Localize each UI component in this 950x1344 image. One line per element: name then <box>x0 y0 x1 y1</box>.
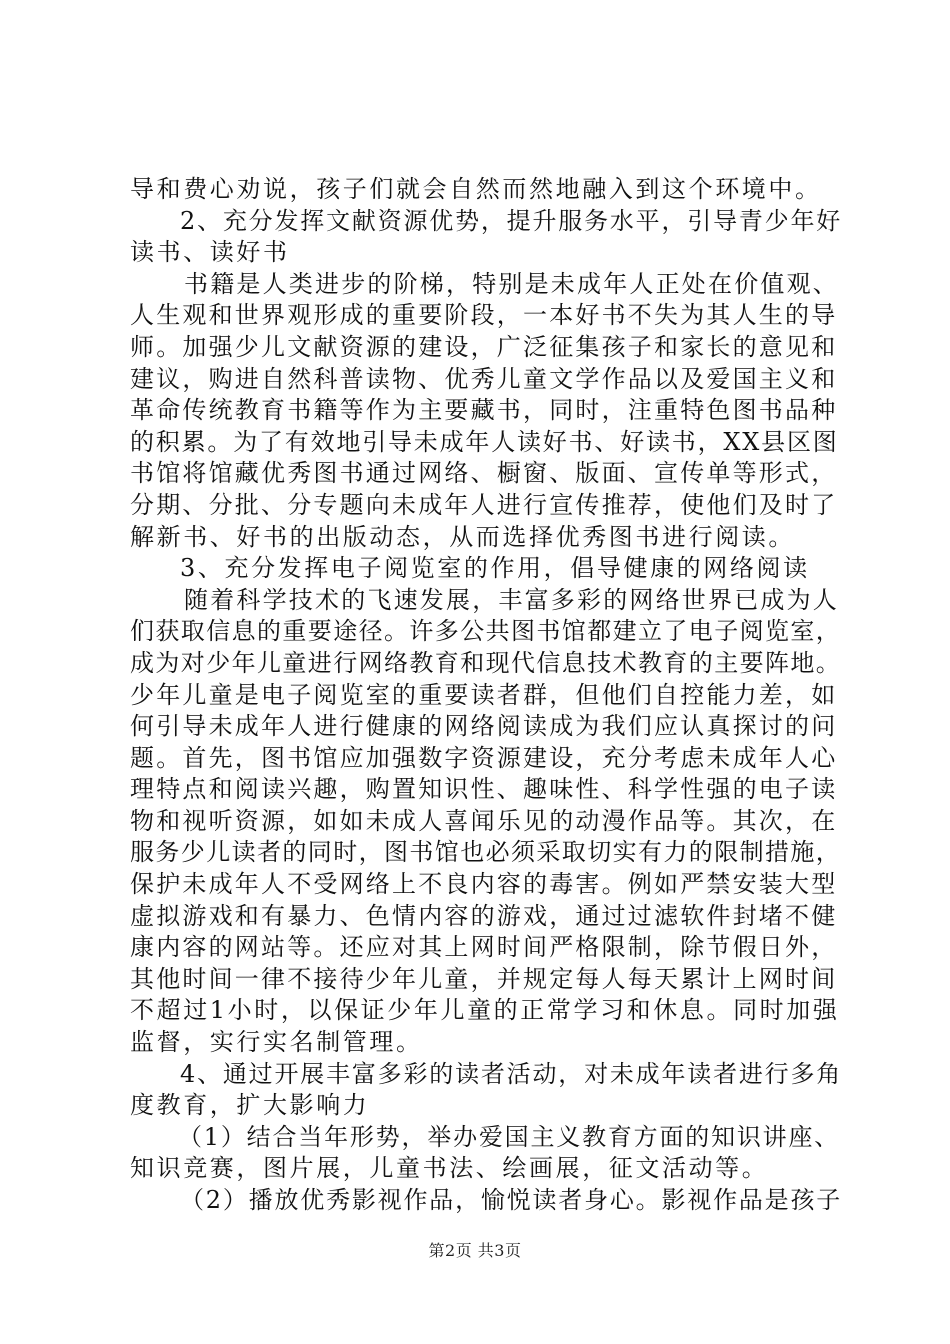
text-line: 分期、分批、分专题向未成年人进行宣传推荐，使他们及时了 <box>130 490 838 519</box>
text-line: 建议，购进自然科普读物、优秀儿童文学作品以及爱国主义和 <box>130 364 838 393</box>
text-line: 物和视听资源，如如未成人喜闻乐见的动漫作品等。其次，在 <box>130 806 838 835</box>
text-line: 题。首先，图书馆应加强数字资源建设，充分考虑未成年人心 <box>130 743 838 772</box>
page-number-footer: 第2页 共3页 <box>428 1241 522 1260</box>
list-item: （1）结合当年形势，举办爱国主义教育方面的知识讲座、 <box>178 1122 841 1151</box>
section-heading-continued: 度教育，扩大影响力 <box>130 1091 370 1120</box>
section-heading: 2、充分发挥文献资源优势，提升服务水平，引导青少年好 <box>180 206 843 235</box>
text-line: 革命传统教育书籍等作为主要藏书，同时，注重特色图书品种 <box>130 396 838 425</box>
text-line: 导和费心劝说，孩子们就会自然而然地融入到这个环境中。 <box>130 175 822 203</box>
paragraph-start: 书籍是人类进步的阶梯，特别是未成年人正处在价值观、 <box>184 269 839 298</box>
text-line: 保护未成年人不受网络上不良内容的毒害。例如严禁安装大型 <box>130 870 838 899</box>
document-body <box>130 174 842 1217</box>
text-line: 何引导未成年人进行健康的网络阅读成为我们应认真探讨的问 <box>130 712 838 741</box>
paragraph-start: 随着科学技术的飞速发展，丰富多彩的网络世界已成为人 <box>184 585 839 614</box>
text-line: 解新书、好书的出版动态，从而选择优秀图书进行阅读。 <box>130 522 795 551</box>
section-heading-continued: 读书、读好书 <box>130 238 290 267</box>
text-line: 师。加强少儿文献资源的建设，广泛征集孩子和家长的意见和 <box>130 332 838 361</box>
text-line: 监督，实行实名制管理。 <box>130 1028 423 1057</box>
text-line: 成为对少年儿童进行网络教育和现代信息技术教育的主要阵地。 <box>130 648 842 677</box>
text-line: 们获取信息的重要途径。许多公共图书馆都建立了电子阅览室， <box>130 617 842 646</box>
section-heading: 3、充分发挥电子阅览室的作用，倡导健康的网络阅读 <box>180 554 810 583</box>
text-line: 的积累。为了有效地引导未成年人读好书、好读书，XX县区图 <box>130 427 839 456</box>
text-line: 书馆将馆藏优秀图书通过网络、橱窗、版面、宣传单等形式， <box>130 459 838 488</box>
text-line: 虚拟游戏和有暴力、色情内容的游戏，通过过滤软件封堵不健 <box>130 901 838 930</box>
text-line: 理特点和阅读兴趣，购置知识性、趣味性、科学性强的电子读 <box>130 775 838 804</box>
list-item-continued: 知识竞赛，图片展，儿童书法、绘画展，征文活动等。 <box>130 1154 769 1183</box>
text-line: 服务少儿读者的同时，图书馆也必须采取切实有力的限制措施， <box>130 838 842 867</box>
text-line: 不超过1小时，以保证少年儿童的正常学习和休息。同时加强 <box>130 996 840 1025</box>
section-heading: 4、通过开展丰富多彩的读者活动，对未成年读者进行多角 <box>180 1059 843 1088</box>
text-line: 其他时间一律不接待少年儿童，并规定每人每天累计上网时间 <box>130 964 838 993</box>
text-line: 人生观和世界观形成的重要阶段，一本好书不失为其人生的导 <box>130 301 838 330</box>
text-line: 康内容的网站等。还应对其上网时间严格限制，除节假日外， <box>130 933 838 962</box>
list-item: （2）播放优秀影视作品，愉悦读者身心。影视作品是孩子 <box>180 1186 843 1214</box>
text-line: 少年儿童是电子阅览室的重要读者群，但他们自控能力差，如 <box>130 680 838 709</box>
